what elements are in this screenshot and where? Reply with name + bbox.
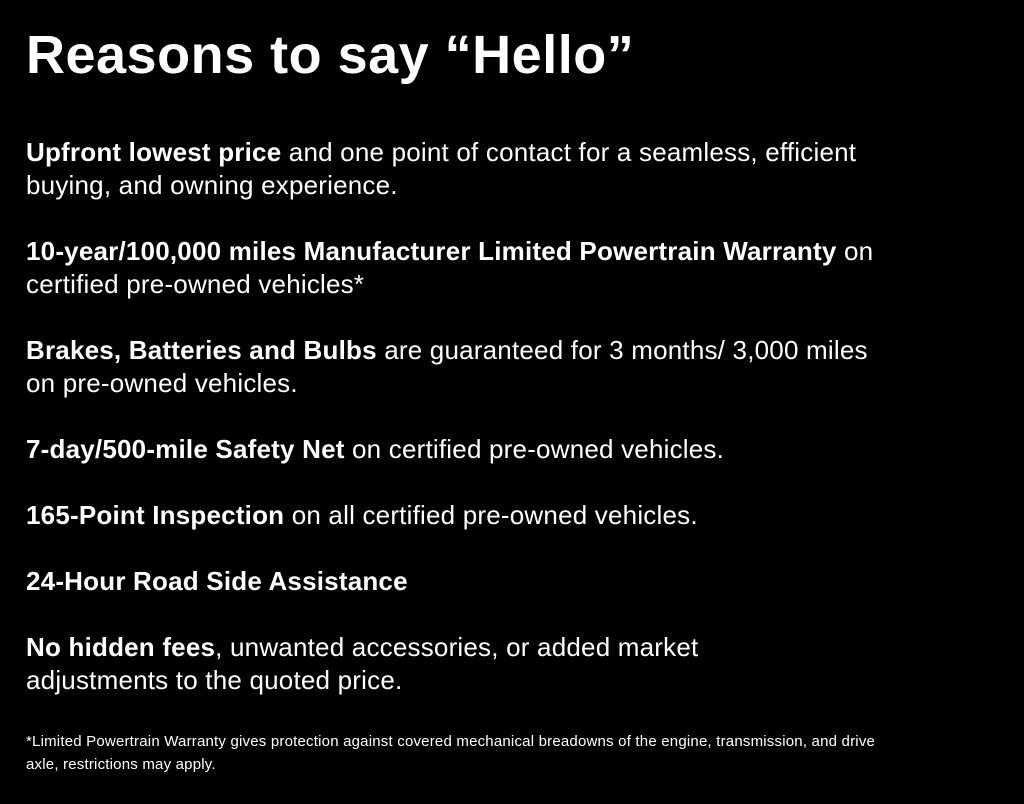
reason-line [26, 235, 998, 268]
reason-line [26, 499, 998, 532]
reason-text: and one point of contact for a seamless, efficient [281, 137, 857, 167]
reason-text: on all certified pre-owned vehicles. [284, 500, 698, 530]
reason-item-upfront-price [26, 136, 998, 202]
page-title: Reasons to say “Hello” [26, 25, 635, 85]
reason-line [26, 631, 998, 664]
reasons-list [26, 136, 998, 697]
reason-bold-text: 7-day/500-mile Safety Net [26, 434, 345, 464]
reason-bold-text: 24-Hour Road Side Assistance [26, 566, 408, 596]
footnote-line2: axle, restrictions may apply. [26, 756, 216, 773]
reason-bold-text: Upfront lowest price [26, 137, 282, 167]
reason-item-inspection [26, 499, 998, 532]
reason-text-line2: adjustments to the quoted price. [26, 665, 403, 695]
reason-line [26, 136, 998, 169]
reason-text: are guaranteed for 3 months/ 3,000 miles [376, 335, 868, 365]
reason-text: on certified pre-owned vehicles. [344, 434, 725, 464]
reason-bold-text: Brakes, Batteries and Bulbs [26, 335, 377, 365]
reason-line [26, 433, 998, 466]
reason-line [26, 565, 998, 598]
footnote [26, 730, 998, 776]
reason-bold-text: 10-year/100,000 miles Manufacturer Limited Powertrain Warranty [26, 236, 837, 266]
reason-line [26, 334, 998, 367]
reason-bold-text: No hidden fees [26, 632, 216, 662]
reason-text-line2: buying, and owning experience. [26, 170, 398, 200]
reason-bold-text: 165-Point Inspection [26, 500, 285, 530]
reason-item-powertrain-warranty [26, 235, 998, 301]
reason-item-safety-net [26, 433, 998, 466]
reason-item-no-hidden-fees [26, 631, 998, 697]
footnote-line1: *Limited Powertrain Warranty gives protection against covered mechanical breadowns of the engine, transmission, and drive [26, 733, 876, 750]
reason-text-line2: certified pre-owned vehicles* [26, 269, 365, 299]
reason-item-brakes-batteries-bulbs [26, 334, 998, 400]
reason-text: on [836, 236, 874, 266]
reason-text-line2: on pre-owned vehicles. [26, 368, 298, 398]
reason-item-roadside-assistance [26, 565, 998, 598]
reason-text: , unwanted accessories, or added market [215, 632, 699, 662]
